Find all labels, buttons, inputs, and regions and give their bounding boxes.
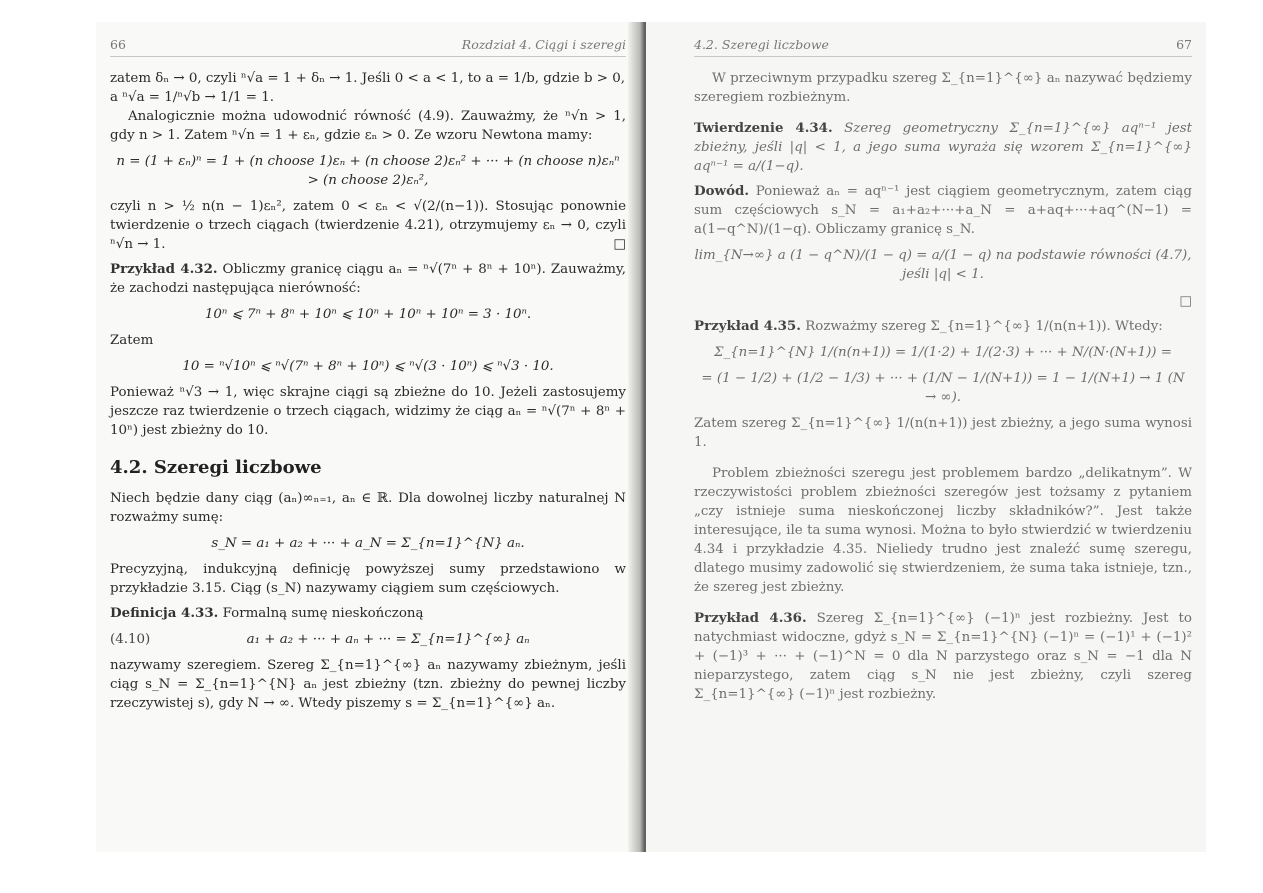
paragraph-6: Precyzyjną, indukcyjną definicję powyższej sumy przedstawiono w przykładzie 3.15. Ciąg (s_N) nazywamy ciągiem sum częściowych. [110, 562, 626, 596]
equation-limit: lim_{N→∞} a (1 − q^N)/(1 − q) = a/(1 − q) na podstawie równości (4.7), jeśli |q| < 1. [694, 248, 1192, 282]
example-4-32-text: Obliczmy granicę ciągu aₙ = ⁿ√(7ⁿ + 8ⁿ + 10ⁿ). Zauważmy, że zachodzi następująca nierówność: [110, 262, 626, 296]
line-2: a ⁿ√a = 1/ⁿ√b → 1/1 = 1. [110, 90, 275, 105]
equation-roots: 10 = ⁿ√10ⁿ ⩽ ⁿ√(7ⁿ + 8ⁿ + 10ⁿ) ⩽ ⁿ√(3 · 10ⁿ) ⩽ ⁿ√3 · 10. [182, 359, 554, 374]
theorem-4-34 [694, 119, 1192, 176]
right-head-title: 4.2. Szeregi liczbowe [694, 37, 829, 52]
equation-inequality: 10ⁿ ⩽ 7ⁿ + 8ⁿ + 10ⁿ ⩽ 10ⁿ + 10ⁿ + 10ⁿ = 3 · 10ⁿ. [204, 307, 532, 322]
example-4-35 [694, 317, 1192, 336]
section-heading: 4.2. Szeregi liczbowe [110, 457, 322, 478]
example-4-36 [694, 609, 1192, 704]
right-page [646, 22, 1206, 852]
equation-partial-sum: s_N = a₁ + a₂ + ··· + a_N = Σ_{n=1}^{N} aₙ. [211, 536, 525, 551]
example-4-35-text: Rozważmy szereg Σ_{n=1}^{∞} 1/(n(n+1)). Wtedy: [805, 319, 1163, 334]
paragraph-3 [110, 197, 626, 254]
right-paragraph-2: Zatem szereg Σ_{n=1}^{∞} 1/(n(n+1)) jest zbieżny, a jego suma wynosi 1. [694, 416, 1192, 450]
definition-4-33 [110, 604, 626, 623]
example-4-36-text: Szereg Σ_{n=1}^{∞} (−1)ⁿ jest rozbieżny. Jest to natychmiast widoczne, gdyż s_N = Σ_{n=1}^{N} (−1)ⁿ = (−1)¹ + (−1)² + (−1)³ + ··· + (−1)^N = 0 dla N parzystego oraz s_N = −1 dla N nieparzystego, zatem ciąg s_N nie jest zbieżny, czyli szereg Σ_{n=1}^{∞} (−1)ⁿ jest rozbieżny. [694, 611, 1192, 702]
equation-telescoping-1: Σ_{n=1}^{N} 1/(n(n+1)) = 1/(1·2) + 1/(2·3) + ··· + N/(N·(N+1)) = [714, 345, 1172, 360]
left-head-title: Rozdział 4. Ciągi i szeregi [461, 37, 626, 52]
proof [694, 182, 1192, 239]
proof-label: Dowód. [694, 183, 750, 199]
zatem-text: Zatem [110, 333, 154, 348]
example-4-36-label: Przykład 4.36. [694, 610, 807, 626]
theorem-label: Twierdzenie 4.34. [694, 120, 833, 136]
left-running-head [110, 28, 626, 57]
equation-newton: n = (1 + εₙ)ⁿ = 1 + (n choose 1)εₙ + (n choose 2)εₙ² + ··· + (n choose n)εₙⁿ > (n choose 2)εₙ², [116, 154, 620, 188]
paragraph-3-text: czyli n > ½ n(n − 1)εₙ², zatem 0 < εₙ < √(2/(n−1)). Stosując ponownie twierdzenie o trzech ciągach (twierdzenie 4.21), otrzymujemy εₙ → 0, czyli ⁿ√n → 1. [110, 199, 626, 252]
example-4-32 [110, 260, 626, 298]
definition-text: Formalną sumę nieskończoną [222, 606, 424, 621]
paragraph-2: Analogicznie można udowodnić równość (4.9). Zauważmy, że ⁿ√n > 1, gdy n > 1. Zatem ⁿ√n = 1 + εₙ, gdzie εₙ > 0. Ze wzoru Newtona mamy: [110, 109, 626, 143]
qed-mark-right: □ [1179, 294, 1192, 309]
definition-label: Definicja 4.33. [110, 605, 219, 621]
example-4-35-label: Przykład 4.35. [694, 318, 801, 334]
example-4-32-label: Przykład 4.32. [110, 261, 218, 277]
qed-mark: □ [613, 237, 626, 252]
paragraph-5: Niech będzie dany ciąg (aₙ)∞ₙ₌₁, aₙ ∈ ℝ. Dla dowolnej liczby naturalnej N rozważmy sumę: [110, 491, 626, 525]
paragraph-7: nazywamy szeregiem. Szereg Σ_{n=1}^{∞} aₙ nazywamy zbieżnym, jeśli ciąg s_N = Σ_{n=1}^{N} aₙ jest zbieżny (tzn. zbieżny do pewnej liczby rzeczywistej s), gdy N → ∞. Wtedy piszemy s = Σ_{n=1}^{∞} aₙ. [110, 658, 626, 711]
equation-series: a₁ + a₂ + ··· + aₙ + ··· = Σ_{n=1}^{∞} aₙ [246, 632, 530, 647]
line-1: zatem δₙ → 0, czyli ⁿ√a = 1 + δₙ → 1. Jeśli 0 < a < 1, to a = 1/b, gdzie b > 0, [110, 71, 626, 86]
right-paragraph-1: W przeciwnym przypadku szereg Σ_{n=1}^{∞} aₙ nazywać będziemy szeregiem rozbieżnym. [694, 71, 1192, 105]
left-page-number: 66 [110, 37, 126, 52]
right-paragraph-3: Problem zbieżności szeregu jest problemem bardzo „delikatnym”. W rzeczywistości problem zbieżności szeregów jest tożsamy z pytaniem „czy istnieje suma nieskończonej liczby składników?”. Jest także interesujące, ile ta suma wynosi. Można to było stwierdzić w twierdzeniu 4.34 i przykładzie 4.35. Nieliedy trudno jest znaleźć sumę szeregu, dlatego musimy zadowolić się stwierdzeniem, że suma taka istnieje, tzn., że szereg jest zbieżny. [694, 466, 1192, 595]
paragraph-4: Ponieważ ⁿ√3 → 1, więc skrajne ciągi są zbieżne do 10. Jeżeli zastosujemy jeszcze raz twierdzenie o trzech ciągach, widzimy że ciąg aₙ = ⁿ√(7ⁿ + 8ⁿ + 10ⁿ) jest zbieżny do 10. [110, 385, 626, 438]
equation-telescoping-2: = (1 − 1/2) + (1/2 − 1/3) + ··· + (1/N − 1/(N+1)) = 1 − 1/(N+1) → 1 (N → ∞). [701, 371, 1185, 405]
equation-4-10 [110, 630, 626, 649]
left-page [96, 22, 642, 852]
right-page-number: 67 [1176, 37, 1192, 52]
theorem-text: Szereg geometryczny Σ_{n=1}^{∞} aqⁿ⁻¹ jest zbieżny, jeśli |q| < 1, a jego suma wyraża się wzorem Σ_{n=1}^{∞} aqⁿ⁻¹ = a/(1−q). [694, 121, 1193, 174]
equation-number: (4.10) [110, 632, 151, 647]
proof-text: Ponieważ aₙ = aqⁿ⁻¹ jest ciągiem geometrycznym, zatem ciąg sum częściowych s_N = a₁+a₂+···+a_N = a+aq+···+aq^(N−1) = a(1−q^N)/(1−q). Obliczamy granicę s_N. [694, 184, 1192, 237]
right-running-head [694, 28, 1192, 57]
